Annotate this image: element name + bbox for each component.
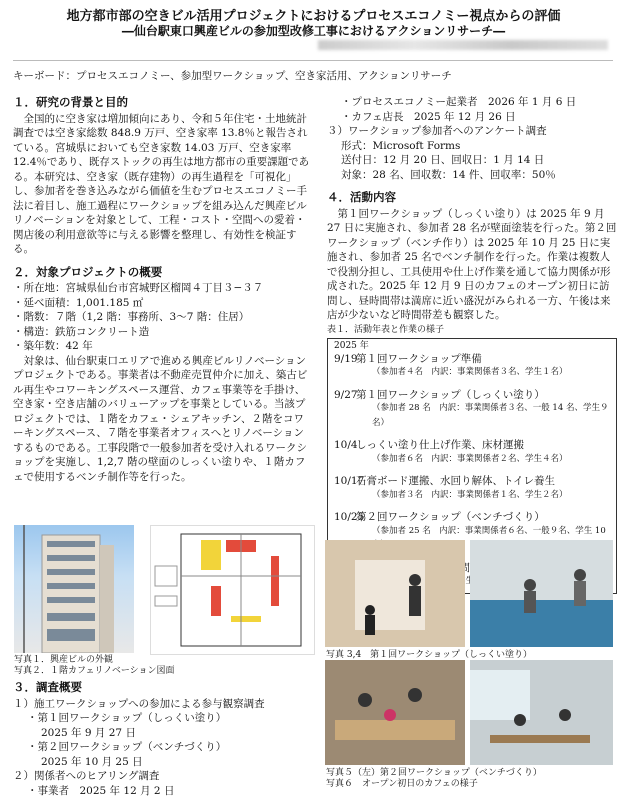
timeline-row [334, 438, 610, 453]
divider-top [13, 60, 613, 61]
sec2-body: 対象は、仙台駅東口エリアで進める興産ビルリノベーションプロジェクトである。事業者は不動産売買仲介に加え、築古ビル再生やコワーキングスペース運営、カフェ事業等を手掛け、空き家・空き店舗のバリューアップを事業としている。当該プロジェクトでは、１階をカフェ・シェアキッチン、２階をコワーキングスペース、７階を事業者オフィスへとリノベーションするものである。工事段階で一般参加者を受け入れるワークショップを実施し、1,2,7 階の壁面のしっくい塗りや、１階カフェで使用するベンチ制作等を行った。 [13, 354, 308, 483]
sec2-item: ・構造：鉄筋コンクリート造 [13, 325, 150, 338]
sec3-right-line: 送付日：12 月 20 日、回収日：1 月 14 日 [341, 154, 545, 166]
sec3-line: ２）関係者へのヒアリング調査 [13, 770, 160, 782]
sec1-heading: １．研究の背景と目的 [13, 95, 128, 109]
table-year: 2025 年 [334, 340, 369, 351]
event-sub: （参加者３名 内訳：事業関係者１名、学生２名） [372, 489, 568, 500]
left-column [13, 95, 313, 484]
photo-workshop1-left [325, 540, 465, 647]
event-date: 10/25 [334, 511, 365, 523]
timeline-row [334, 352, 610, 367]
sec3-block [13, 680, 313, 798]
sec3-right-line: ・プロセスエコノミー起業者 2026 年 1 月 6 日 [341, 96, 577, 108]
sec3-line: １）施工ワークショップへの参加による参与観察調査 [13, 697, 265, 710]
event-date: 10/4 [334, 439, 358, 451]
timeline-row [334, 510, 610, 525]
caption-photo5: 写真５（左）第２回ワークショップ（ベンチづくり） [326, 768, 542, 778]
photo-workshop2 [325, 660, 465, 765]
sec4-heading: ４．活動内容 [327, 190, 396, 204]
event-title: 第１回ワークショップ準備 [356, 352, 482, 365]
event-date: 10/17 [334, 475, 365, 487]
sec3-line: ・第１回ワークショップ（しっくい塗り） [27, 712, 227, 724]
photo-cafe-opening [470, 660, 613, 765]
timeline-row [334, 474, 610, 489]
sec3-heading: ３．調査概要 [13, 680, 82, 694]
photo-workshop1-right [470, 540, 613, 647]
event-sub: （参加者６名 内訳：事業関係者２名、学生４名） [372, 453, 568, 464]
caption-photo34: 写真 3,4 第１回ワークショップ（しっくい塗り） [326, 650, 532, 660]
sec2-item: ・所在地：宮城県仙台市宮城野区榴岡４丁目３−３７ [13, 282, 264, 294]
event-title: 石膏ボード運搬、水回り解体、トイレ養生 [356, 475, 555, 487]
sec2-heading: ２．対象プロジェクトの概要 [13, 264, 163, 279]
event-sub: （参加者 28 名 内訳：事業関係者３名、一般 14 名、学生９名） [372, 403, 609, 428]
event-date: 9/19 [334, 352, 358, 365]
sec3-line: 2025 年 9 月 27 日 [41, 726, 136, 739]
caption-photo1: 写真１．興産ビルの外観 [14, 655, 114, 665]
paper-title: 地方都市部の空きビル活用プロジェクトにおけるプロセスエコノミー視点からの評価 [66, 9, 561, 24]
paper-subtitle: ―仙台駅東口興産ビルの参加型改修工事におけるアクションリサーチ― [121, 24, 506, 38]
building-photo [14, 525, 134, 653]
event-sub: （参加者 25 名 内訳：事業関係者６名、一般９名、学生 10 [372, 525, 606, 536]
sec4-body: 第１回ワークショップ（しっくい塗り）は 2025 年 9 月 27 日に実施され、参加者 28 名が壁面塗装を行った。第２回ワークショップ（ベンチ作り）は 2025 年 10 月 25 日に実施され、参加者 25 名でベンチ制作を行った。作業は複数人で役割分担し、工具使用や仕上げ作業を通して協力関係が形成された。2025 年 12 月 9 日のカフェのオープン初日に訪問し、昼時間帯は満席に近い盛況がみられる一方、午後は来店が少ないなど時間帯差も観察した。 [327, 207, 617, 321]
sec2-item: ・延べ面積：1,001.185 ㎡ [13, 296, 144, 309]
sec2-item: ・階数：７階（1,2 階：事務所、3〜7 階：住居） [13, 311, 250, 323]
event-date: 9/27 [334, 388, 358, 401]
right-photo-captions [326, 768, 616, 790]
sec3-right-line: 形式：Microsoft Forms [341, 139, 461, 152]
event-title: 第２回ワークショップ（ベンチづくり） [356, 511, 545, 523]
right-column [327, 95, 617, 594]
sec3-right-line: ３）ワークショップ参加者へのアンケート調査 [327, 125, 547, 137]
sec1-body: 全国的に空き家は増加傾向にあり、令和５年住宅・土地統計調査では空き家総数 848.9 万戸、空き家率 13.8％と報告されている。宮城県においても空き家数 14.03 万戸、空き家率 12.4％であり、既存ストックの再生は地方都市の重要課題である。本研究は、空き家（既存建物）の再生過程を「可視化」し、参加者を巻き込みながら価値を生むプロセスエコノミー手法に着目し、施工過程にワークショップを組み込んだ興産ビルリノベーションを対象として、工程・コスト・空間への愛着・関店後の利用意欲等に与える影響を整理し、有効性を検証する。 [13, 112, 310, 255]
floor-plan-drawing [150, 525, 315, 655]
event-title: 第１回ワークショップ（しっくい塗り） [356, 388, 545, 401]
event-sub: 内訳：学生３名） [431, 576, 500, 586]
event-title: しっくい塗り仕上げ作業、床材運搬 [356, 439, 524, 451]
event-sub: （参加者４名 内訳：事業関係者３名、学生１名） [372, 367, 568, 377]
caption-photo6: 写真６ オープン初日のカフェの様子 [326, 779, 478, 789]
sec3-line: 2025 年 10 月 25 日 [41, 755, 143, 768]
left-captions [14, 655, 314, 677]
sec3-line: ・事業者 2025 年 12 月 2 日 [27, 784, 175, 797]
sec3-right-line: ・カフェ店長 2025 年 12 月 26 日 [341, 110, 516, 123]
sec3-line: ・第２回ワークショップ（ベンチづくり） [27, 741, 227, 753]
sec2-item: ・築年数：42 年 [13, 340, 93, 352]
table-caption: 表１．活動年表と作業の様子 [327, 324, 445, 335]
keywords: キーボード：プロセスエコノミー、参加型ワークショップ、空き家活用、アクションリサーチ [13, 70, 452, 82]
caption-photo2: 写真２．１階カフェリノベーション図面 [14, 666, 175, 676]
sec3-right-line: 対象：28 名、回収数：14 件、回収率：50％ [341, 168, 556, 181]
authors-blurred [318, 40, 608, 51]
timeline-row [334, 388, 610, 403]
